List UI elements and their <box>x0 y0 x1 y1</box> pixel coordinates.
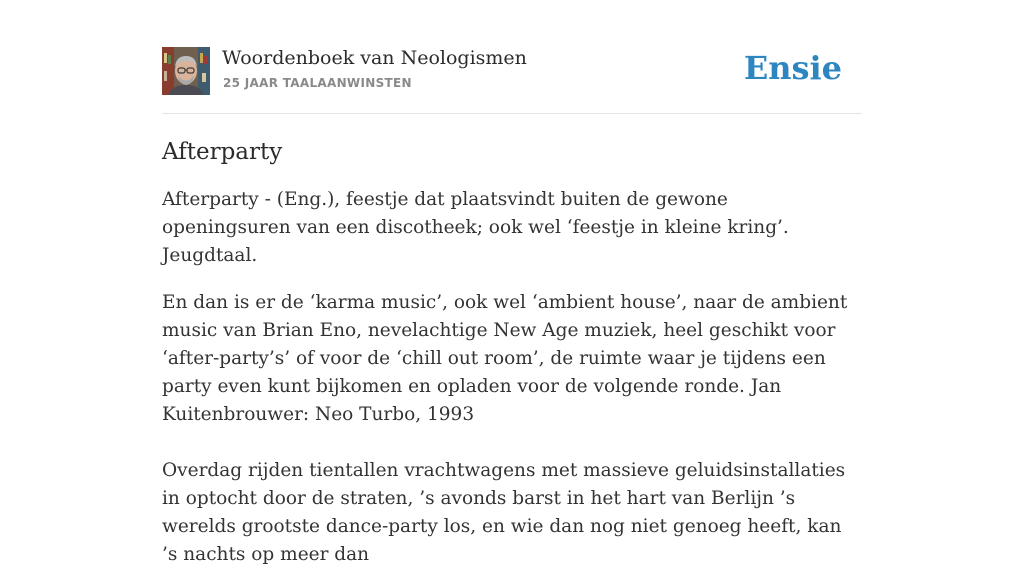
article <box>162 136 862 588</box>
author-avatar-icon <box>162 47 210 95</box>
blog-subtitle: 25 JAAR TAALAANWINSTEN <box>223 76 412 90</box>
blog-header <box>162 47 862 97</box>
header-divider <box>162 113 862 114</box>
avatar[interactable] <box>162 47 210 95</box>
article-paragraph: Afterparty - (Eng.), feestje dat plaatsvindt buiten de gewone openingsuren van een discotheek; ook wel ‘feestje in kleine kring’. Jeugdtaal. <box>162 189 795 266</box>
article-paragraph: En dan is er de ‘karma music’, ook wel ‘ambient house’, naar de ambient music van Brian Eno, nevelachtige New Age muziek, heel geschikt voor ‘after-party’s’ of voor de ‘chill out room’, de ruimte waar je tijdens een party even kunt bijkomen en opladen voor de volgende ronde. Jan Kuitenbrouwer: Neo Turbo, 1993 Overdag rijden tientallen vrachtwagens met massieve geluidsinstallaties in optocht door de straten, ’s avonds barst in het hart van Berlijn ’s werelds grootste dance-party los, en wie dan nog niet genoeg heeft, kan ’s nachts op meer dan <box>162 292 848 565</box>
article-title: Afterparty <box>162 139 283 165</box>
blog-title[interactable]: Woordenboek van Neologismen <box>222 47 527 69</box>
ensie-logo-link[interactable]: Ensie <box>743 49 842 87</box>
